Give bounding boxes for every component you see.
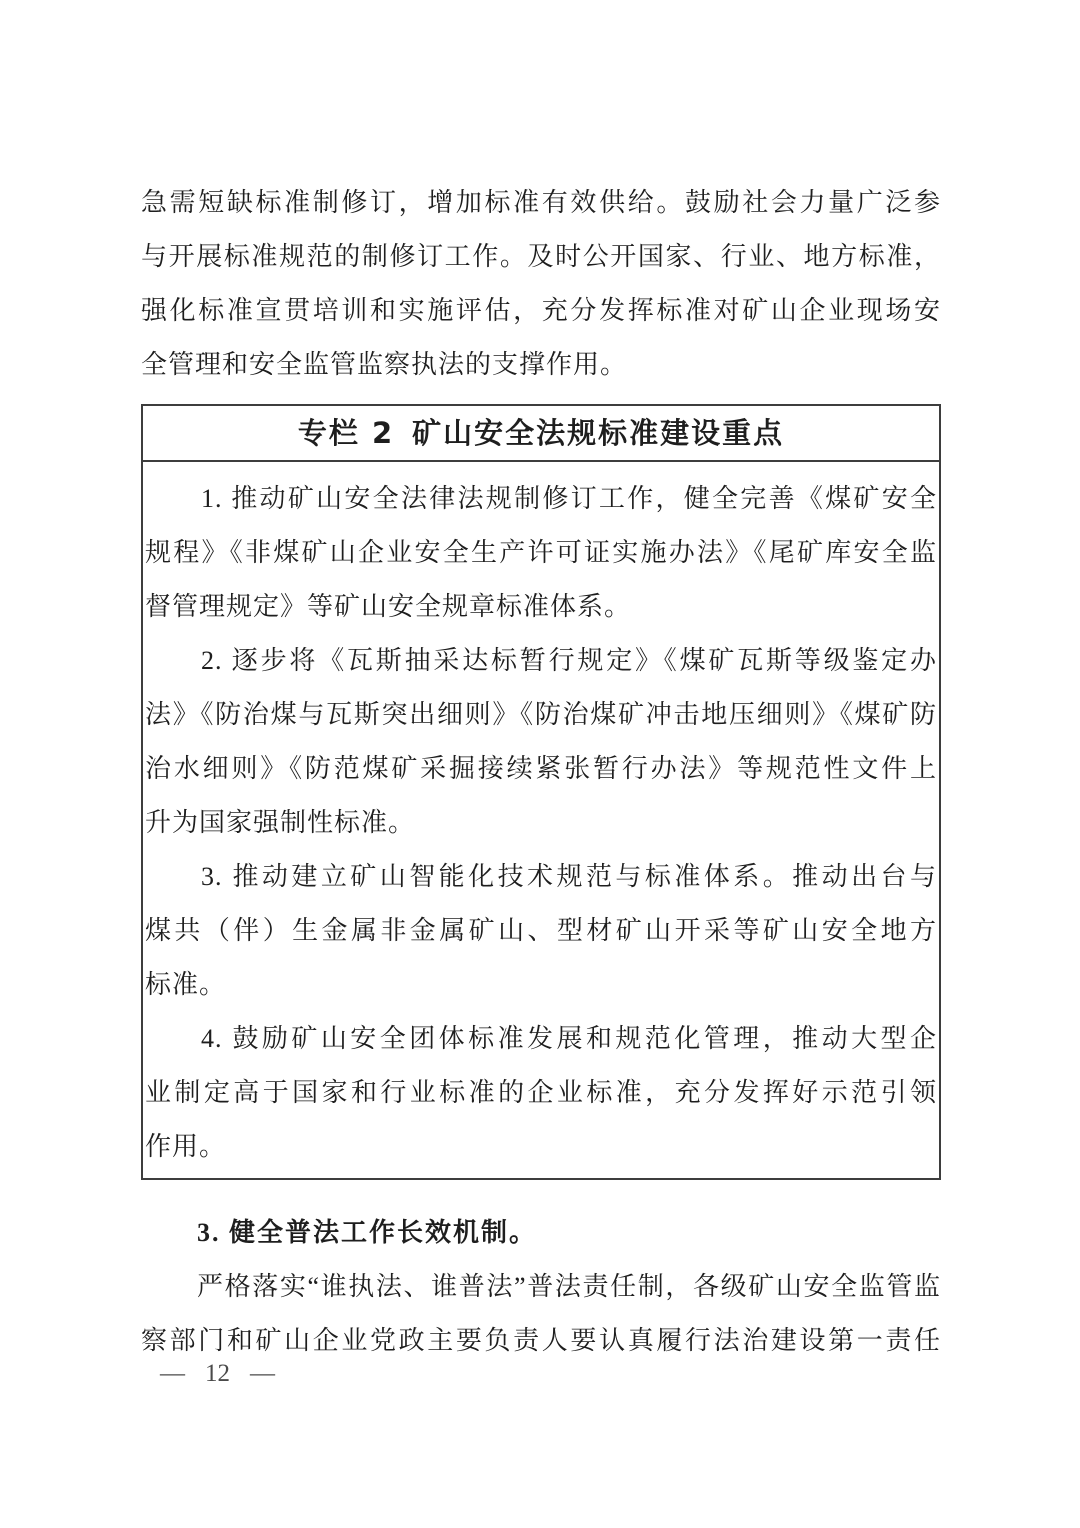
text-line: 急需短缺标准制修订，增加标准有效供给。鼓励社会力量广泛参 — [141, 188, 941, 217]
text-line: 煤共（伴）生金属非金属矿山、型材矿山开采等矿山安全地方 — [145, 916, 937, 945]
closing-heading: 3. 健全普法工作长效机制。 — [197, 1218, 538, 1247]
text-line: 3. 推动建立矿山智能化技术规范与标准体系。推动出台与 — [201, 862, 937, 891]
text-line: 作用。 — [145, 1132, 227, 1161]
text-line: 规程》《非煤矿山企业安全生产许可证实施办法》《尾矿库安全监 — [145, 538, 937, 567]
text-line: 标准。 — [145, 970, 227, 999]
box-title-label: 专栏 2 — [297, 416, 395, 450]
text-line: 全管理和安全监管监察执法的支撑作用。 — [141, 350, 628, 379]
intro-paragraph — [141, 176, 941, 392]
closing-section — [141, 1206, 941, 1368]
page-number: 12 — [205, 1360, 230, 1387]
page-footer — [160, 1360, 275, 1388]
box-item — [145, 634, 937, 850]
text-line: 强化标准宣贯培训和实施评估，充分发挥标准对矿山企业现场安 — [141, 296, 941, 325]
text-line: 严格落实“谁执法、谁普法”普法责任制，各级矿山安全监管监 — [197, 1272, 941, 1301]
text-line: 与开展标准规范的制修订工作。及时公开国家、行业、地方标准， — [141, 242, 941, 271]
box-body — [143, 462, 939, 1178]
closing-paragraph — [141, 1260, 941, 1368]
box-item — [145, 1012, 937, 1174]
box-item — [145, 472, 937, 634]
text-line: 1. 推动矿山安全法律法规制修订工作，健全完善《煤矿安全 — [201, 484, 937, 513]
footer-dash-left: — — [160, 1360, 185, 1387]
text-line: 业制定高于国家和行业标准的企业标准，充分发挥好示范引领 — [145, 1078, 937, 1107]
box-item — [145, 850, 937, 1012]
special-column-box — [141, 404, 941, 1180]
text-line: 督管理规定》等矿山安全规章标准体系。 — [145, 592, 632, 621]
text-line: 2. 逐步将《瓦斯抽采达标暂行规定》《煤矿瓦斯等级鉴定办 — [201, 646, 937, 675]
text-line: 4. 鼓励矿山安全团体标准发展和规范化管理，推动大型企 — [201, 1024, 937, 1053]
text-line: 治水细则》《防范煤矿采掘接续紧张暂行办法》等规范性文件上 — [145, 754, 937, 783]
text-line: 察部门和矿山企业党政主要负责人要认真履行法治建设第一责任 — [141, 1326, 941, 1355]
box-title-text: 矿山安全法规标准建设重点 — [412, 416, 785, 450]
text-line: 法》《防治煤与瓦斯突出细则》《防治煤矿冲击地压细则》《煤矿防 — [145, 700, 937, 729]
box-title — [143, 406, 939, 462]
text-line: 升为国家强制性标准。 — [145, 808, 416, 837]
footer-dash-right: — — [250, 1360, 275, 1387]
